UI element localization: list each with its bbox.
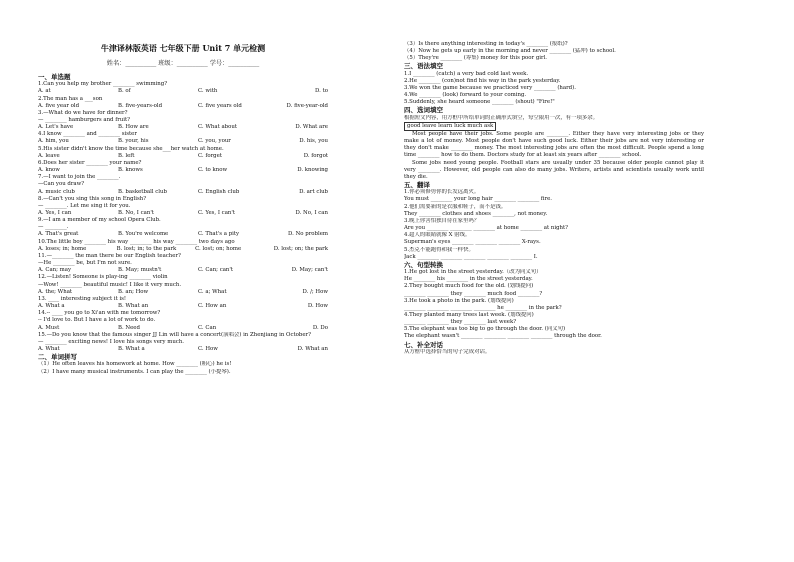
question-line: Superman's eyes ________ ________ ________ X-rays. [404,239,541,246]
answer-option: C. Can [198,324,217,331]
question-line: 2.He ________ (con)not find his way in the park yesterday. [404,77,561,84]
answer-options [38,303,328,310]
answer-option: B. basketball club [118,188,167,195]
answer-option: C. Can; can't [198,267,234,274]
answer-option: A. Can; may [38,267,72,274]
answer-option: B. knows [118,167,143,174]
section-heading: 四、选词填空 [404,106,443,115]
question-line: 4.I know ________ and ________ sister [38,131,137,138]
answer-option: D. five-year-old [286,102,328,109]
question-line: 7.—I want to join the ________. [38,174,121,181]
question-line: （2）I have many musical instruments. I can play the ________ (小提琴). [38,368,231,375]
answer-option: D. Do [312,324,328,331]
answer-options [38,231,328,238]
question-line: They ________ clothes and shoes ________, not money. [404,210,548,217]
question-line: 3.晚上你害怕独自待在家里吗？ [404,217,480,224]
answer-option: A. music club [38,188,75,195]
answer-option: A. Must [38,324,60,331]
question-line: 15.—Do you know that the famous singer JJ Lin will have a concert(演唱会) in Zhenjiang in October? [38,331,311,338]
answer-option: A. at [38,88,51,95]
answer-option: B. How are [118,124,149,131]
answer-option: D. What are [295,124,328,131]
question-line: —Wow! ________ beautiful music! I like it very much. [38,281,182,288]
word-box: good leave learn luck much ask [404,122,496,131]
question-line: —Can you draw? [38,181,85,188]
question-line: 3.—What do we have for dinner? [38,109,128,116]
answer-options [38,167,328,174]
question-line: The elephant wasn't ________ ________ ________ ________ through the door. [404,333,602,340]
question-line: 2.They bought much food for the old. (划线提问) [404,283,534,290]
question-line: （5）They're ________ (筹集) money for this poor girl. [404,55,548,62]
answer-option: D. /; How [302,288,328,295]
question-line: 1.I ________ (catch) a very bad cold last week. [404,70,529,77]
answer-option: C. What about [198,124,238,131]
question-line: 6.Does her sister ________ your name? [38,159,142,166]
answer-option: B. What an [118,303,149,310]
answer-option: B. left [118,152,135,159]
answer-options [38,124,328,131]
answer-option: C. How an [198,303,227,310]
answer-options [38,103,328,110]
answer-options [38,267,328,274]
answer-options [38,246,328,253]
answer-option: C. How [198,345,218,352]
question-line: 5.The elephant was too big to go through the door. (同义句) [404,326,566,333]
answer-option: B. May; mustn't [118,267,162,274]
section-heading: 五、翻译 [404,181,430,190]
question-line: 1.He got lost in the street yesterday.（改为同义句） [404,269,542,276]
answer-option: A. know [38,167,60,174]
question-line: 5.Suddenly, she heard someone ________ (shout) "Fire!" [404,99,555,106]
answer-option: D. art club [299,188,328,195]
section-heading: 七、补全对话 [404,340,443,349]
question-line: — ________. [38,224,69,231]
answer-option: B. Need [118,324,140,331]
answer-option: B. You're welcome [118,231,169,238]
answer-option: A. five year old [38,102,80,109]
answer-option: C. to know [198,167,228,174]
answer-option: C. That's a pity [198,231,240,238]
word-box-row [404,122,704,131]
question-line: 13. ____ interesting subject it is! [38,295,127,302]
answer-option: D. his, you [299,138,328,145]
section-heading: 二、单词拼写 [38,353,77,362]
question-line: -- I'd love to. But I have a lot of work to do. [38,317,156,324]
answer-option: C. forget [198,152,222,159]
section-heading: 一、单选题 [38,73,71,81]
answer-option: B. your, his [118,138,149,145]
answer-option: D. No, I can [295,210,328,217]
answer-option: D. What an [297,345,328,352]
answer-option: D. How [307,303,328,310]
question-line: 1.Can you help my brother ________ swimming? [38,81,168,88]
passage-paragraph: Most people have their jobs. Some people are ________. Either they have very interesting jobs or they make a lot of money. Most people don't have such good luck. Either their jobs are not very interesting or they don't make ________ money. The most interesting jobs are often the most difficult. People spend a long time ________ how to do them. Doctors study for at least six years after ________ school. [404,130,704,159]
answer-option: D. lost; on; the park [273,245,328,252]
question-line: 14.-- ____ you go to Xi'an with me tomorrow? [38,310,161,317]
answer-option: C. English club [198,188,240,195]
section-heading: 三、语法填空 [404,62,443,71]
question-line: ________ ________ they ________ much food ________? [404,290,543,297]
answer-option: B. of [118,88,131,95]
answer-options [38,346,328,353]
question-line: ________ ________ ________ ________ he ________ in the park? [404,304,562,311]
answer-option: B. five-years-old [118,102,163,109]
question-line: 5.杰克不能跑得和我一样快。 [404,246,474,253]
answer-options [38,88,328,95]
answer-option: A. What [38,345,60,352]
question-line: 从方框中选择恰当的句子完成对话。 [404,348,491,355]
question-line: 9.—I am a member of my school Opera Club. [38,217,161,224]
answer-option: A. him, you [38,138,69,145]
question-line: ________ ________ they ________ last week? [404,319,517,326]
answer-options [38,189,328,196]
question-line: —He ________ be, but I'm not sure. [38,260,132,267]
answer-option: A. What a [38,303,65,310]
question-line: 3.He took a photo in the park. (划线提问) [404,297,514,304]
page-title: 牛津译林版英语 七年级下册 Unit 7 单元检测 [100,43,266,53]
answer-option: A. leave [38,152,60,159]
question-line: （1）He often leaves his homework at home. How ________ (粗心) he is! [38,361,232,368]
answer-option: C. lost; on; home [195,245,242,252]
answer-option: A. loses; in; home [38,245,87,252]
question-line: 3.We won the game because we practiced very ________ (hard). [404,84,576,91]
answer-option: D. to [315,88,328,95]
question-line: Jack ________ ________ ________ ________ ________ I. [404,253,538,260]
question-line: 11.—________ the man there be our English teacher? [38,252,181,259]
question-line: 8.—Can't you sing this song in English? [38,195,147,202]
answer-option: B. What a [118,345,145,352]
left-column [38,73,328,376]
answer-option: A. Let's have [38,124,74,131]
answer-option: C. five years old [198,102,242,109]
question-line: 1.你必须修剪你的长发远离火。 [404,189,480,196]
question-line: 5.His sister didn't know the time because she___her watch at home. [38,145,224,152]
question-line: 10.The little boy ________ his way ________ his way ________ two days ago [38,238,235,245]
question-line: 4.We ________ (look) forward to your coming. [404,92,527,99]
answer-option: A. That's great [38,231,79,238]
right-column [404,41,704,356]
answer-options [38,138,328,145]
answer-option: A. Yes, I can [38,210,72,217]
student-info-line: 姓名：__________ 班级：__________ 学号：__________ [106,60,260,67]
question-line: He ________ his ________ in the street yesterday. [404,276,533,283]
answer-option: A. the; What [38,288,73,295]
question-line: You must ________ your long hair ________ ________ fire. [404,196,553,203]
answer-option: B. lost; in; to the park [116,245,177,252]
answer-options [38,289,328,296]
answer-option: C. you, your [198,138,231,145]
question-line: — ________ hamburgers and fruit? [38,116,131,123]
question-line: 4.超人的眼睛就像 X 射线。 [404,232,471,239]
question-line: 12.—Listen! Someone is play-ing ________ violin [38,274,168,281]
passage-paragraph: Some jobs need young people. Football stars are usually under 35 because older people cannot play it very ________. However, old people can also do many jobs. Writers, artists and scientists usually work until they die. [404,159,704,180]
answer-option: D. No problem [288,231,328,238]
answer-option: D. knowing [297,167,328,174]
question-line: （4）Now he gets up early in the morning and never ________ (猛冲) to school. [404,48,616,55]
answer-option: C. with [198,88,218,95]
answer-option: C. Yes, I can't [198,210,236,217]
answer-option: B. No, I can't [118,210,154,217]
answer-option: C. a; What [198,288,227,295]
question-line: 2.他们需要新的是衣服和鞋子，而不是钱。 [404,203,507,210]
answer-options [38,325,328,332]
answer-options [38,153,328,160]
question-line: （3）Is there anything interesting in today's ________ (报纸)? [404,41,568,47]
question-line: 4.They planted many trees last week. (划线提问) [404,311,534,318]
question-line: 根据短文内容，用方框中所给单词的正确形式填空，每空限用一次，有一项多余。 [404,114,599,121]
question-line: 2.The man has a ___son [38,95,103,102]
answer-options [38,210,328,217]
question-line: — ________ exciting news! I love his songs very much. [38,338,185,345]
answer-option: B. an; How [118,288,149,295]
section-heading: 六、句型转换 [404,260,443,269]
question-line: Are you ________ ________ ________ at home ________ at night? [404,225,569,232]
answer-option: D. forgot [303,152,328,159]
question-line: — ________. Let me sing it for you. [38,202,131,209]
answer-option: D. May; can't [291,267,328,274]
